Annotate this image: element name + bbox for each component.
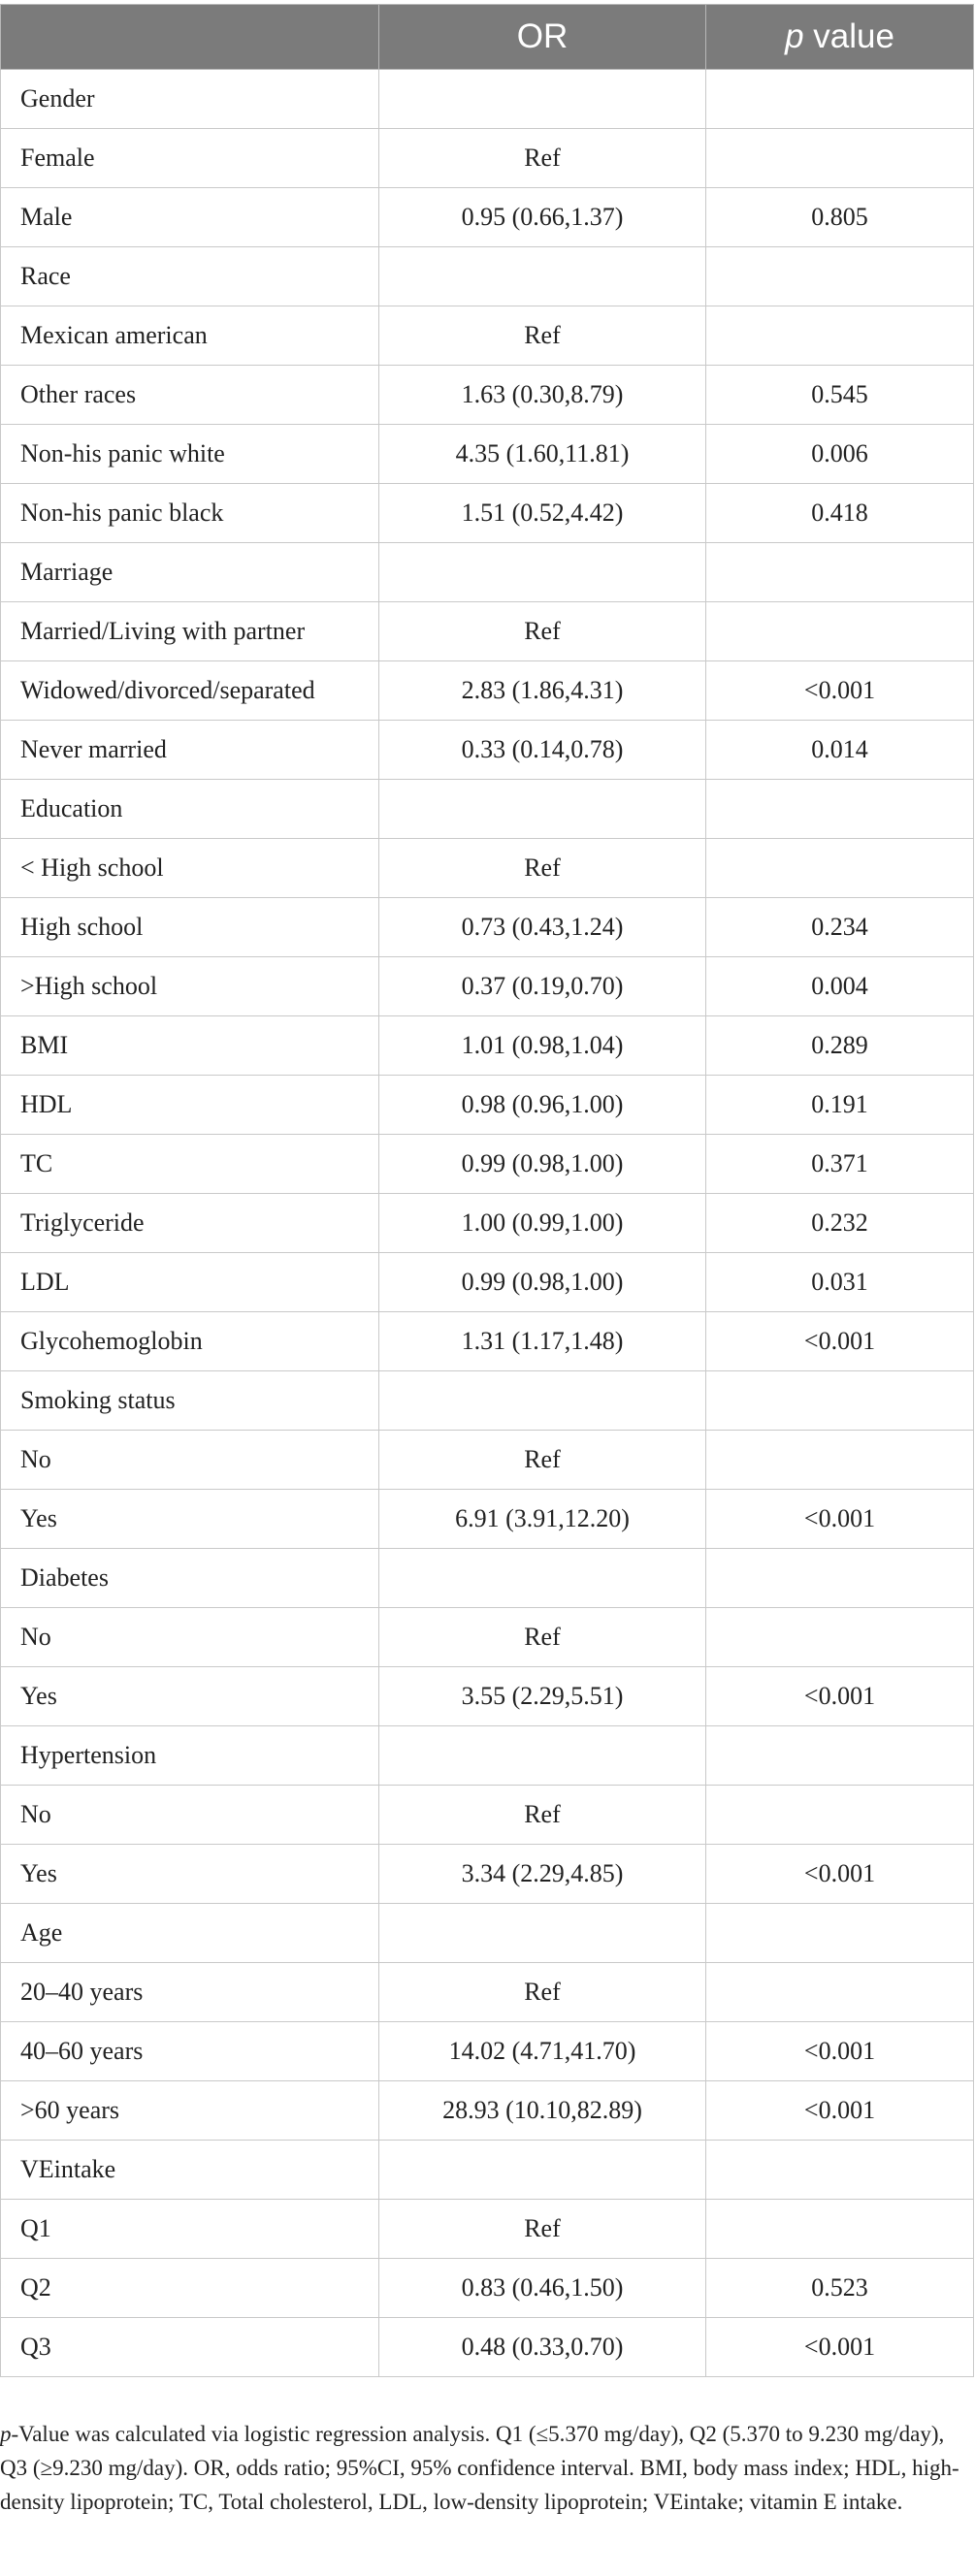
row-or-value [379,1726,706,1786]
row-p-value [706,1963,974,2022]
table-row [1,2259,974,2318]
table-row [1,2318,974,2377]
row-or-value: 3.34 (2.29,4.85) [379,1845,706,1904]
row-label: Q1 [1,2200,379,2259]
table-row [1,1490,974,1549]
row-label: Triglyceride [1,1194,379,1253]
table-row [1,2141,974,2200]
row-label: Married/Living with partner [1,602,379,661]
table-row [1,2081,974,2141]
table-row [1,2022,974,2081]
table-row [1,780,974,839]
table-row [1,484,974,543]
row-or-value: 0.83 (0.46,1.50) [379,2259,706,2318]
table-row [1,425,974,484]
row-p-value: <0.001 [706,661,974,721]
row-p-value [706,543,974,602]
row-label: Gender [1,70,379,129]
row-label: Female [1,129,379,188]
row-label: High school [1,898,379,957]
row-label: Widowed/divorced/separated [1,661,379,721]
row-label: Race [1,247,379,306]
row-p-value: 0.006 [706,425,974,484]
table-row [1,1904,974,1963]
row-label: Smoking status [1,1371,379,1431]
row-or-value [379,70,706,129]
table-row [1,188,974,247]
row-or-value: 0.48 (0.33,0.70) [379,2318,706,2377]
row-p-value: 0.371 [706,1135,974,1194]
table-row [1,1016,974,1076]
row-p-value: 0.014 [706,721,974,780]
table-row [1,661,974,721]
table-row [1,1431,974,1490]
row-p-value: <0.001 [706,2022,974,2081]
row-or-value: Ref [379,1431,706,1490]
row-or-value: Ref [379,306,706,366]
row-or-value: 0.73 (0.43,1.24) [379,898,706,957]
row-label: Non-his panic black [1,484,379,543]
row-or-value [379,780,706,839]
table-row [1,1608,974,1667]
row-label: Hypertension [1,1726,379,1786]
header-or: OR [379,5,706,70]
row-p-value [706,2200,974,2259]
row-p-value [706,1371,974,1431]
header-p-rest: value [803,17,894,55]
row-p-value: 0.523 [706,2259,974,2318]
row-p-value [706,602,974,661]
row-label: Mexican american [1,306,379,366]
table-row [1,1194,974,1253]
row-label: Yes [1,1667,379,1726]
row-p-value [706,1549,974,1608]
row-or-value: 1.01 (0.98,1.04) [379,1016,706,1076]
row-label: Q3 [1,2318,379,2377]
row-or-value: Ref [379,1963,706,2022]
row-or-value: 2.83 (1.86,4.31) [379,661,706,721]
table-row [1,721,974,780]
row-or-value: 14.02 (4.71,41.70) [379,2022,706,2081]
row-p-value [706,247,974,306]
row-label: LDL [1,1253,379,1312]
row-or-value: 0.95 (0.66,1.37) [379,188,706,247]
row-label: Education [1,780,379,839]
row-p-value: 0.232 [706,1194,974,1253]
table-row [1,70,974,129]
row-label: Diabetes [1,1549,379,1608]
row-or-value: 1.51 (0.52,4.42) [379,484,706,543]
row-or-value: 1.00 (0.99,1.00) [379,1194,706,1253]
table-row [1,1963,974,2022]
row-or-value: 0.33 (0.14,0.78) [379,721,706,780]
row-or-value: Ref [379,1786,706,1845]
row-p-value [706,2141,974,2200]
table-row [1,1135,974,1194]
row-or-value: 3.55 (2.29,5.51) [379,1667,706,1726]
row-or-value: Ref [379,129,706,188]
row-label: Never married [1,721,379,780]
row-or-value [379,1549,706,1608]
row-label: No [1,1608,379,1667]
row-or-value: Ref [379,839,706,898]
row-label: Yes [1,1845,379,1904]
row-label: VEintake [1,2141,379,2200]
row-or-value: Ref [379,2200,706,2259]
table-row [1,366,974,425]
row-p-value: 0.545 [706,366,974,425]
table-row [1,306,974,366]
regression-table [0,4,974,2377]
row-p-value: <0.001 [706,2081,974,2141]
row-p-value: 0.004 [706,957,974,1016]
row-label: Other races [1,366,379,425]
row-label: Male [1,188,379,247]
table-row [1,1253,974,1312]
header-p-value [706,5,974,70]
row-p-value: 0.031 [706,1253,974,1312]
table-row [1,2200,974,2259]
table-row [1,543,974,602]
row-label: No [1,1431,379,1490]
row-or-value: 0.98 (0.96,1.00) [379,1076,706,1135]
row-label: Glycohemoglobin [1,1312,379,1371]
row-or-value: 4.35 (1.60,11.81) [379,425,706,484]
table-row [1,1371,974,1431]
row-or-value: 0.99 (0.98,1.00) [379,1253,706,1312]
table-body [1,70,974,2377]
row-p-value: 0.289 [706,1016,974,1076]
row-or-value: 0.99 (0.98,1.00) [379,1135,706,1194]
row-or-value [379,247,706,306]
table-row [1,957,974,1016]
table-row [1,602,974,661]
table-row [1,839,974,898]
row-p-value [706,70,974,129]
row-or-value [379,543,706,602]
row-p-value [706,1904,974,1963]
table-footnote [0,2417,960,2519]
row-label: Marriage [1,543,379,602]
row-p-value [706,1786,974,1845]
row-or-value: Ref [379,1608,706,1667]
table-row [1,1076,974,1135]
row-p-value [706,1608,974,1667]
table-row [1,1549,974,1608]
table-row [1,1845,974,1904]
table-row [1,1312,974,1371]
footnote-text: -Value was calculated via logistic regression analysis. Q1 (≤5.370 mg/day), Q2 (5.370 to 9.230 mg/day), Q3 (≥9.230 mg/day). OR, odds ratio; 95%CI, 95% confidence interval. BMI, body mass index; HDL, high-density lipoprotein; TC, Total cholesterol, LDL, low-density lipoprotein; VEintake; vitamin E intake. [0,2422,959,2514]
row-label: No [1,1786,379,1845]
row-p-value [706,129,974,188]
row-p-value: <0.001 [706,1490,974,1549]
table-row [1,1667,974,1726]
row-or-value [379,2141,706,2200]
row-or-value [379,1371,706,1431]
row-or-value: 28.93 (10.10,82.89) [379,2081,706,2141]
table-row [1,1786,974,1845]
row-label: Non-his panic white [1,425,379,484]
table-row [1,1726,974,1786]
row-p-value: <0.001 [706,1667,974,1726]
row-or-value: 1.63 (0.30,8.79) [379,366,706,425]
row-p-value [706,780,974,839]
row-label: 20–40 years [1,1963,379,2022]
row-or-value: 1.31 (1.17,1.48) [379,1312,706,1371]
row-p-value [706,306,974,366]
row-label: 40–60 years [1,2022,379,2081]
row-p-value: <0.001 [706,2318,974,2377]
row-or-value [379,1904,706,1963]
row-p-value [706,839,974,898]
footnote-p-italic: p [0,2422,12,2446]
row-or-value: Ref [379,602,706,661]
row-or-value: 0.37 (0.19,0.70) [379,957,706,1016]
row-label: BMI [1,1016,379,1076]
row-or-value: 6.91 (3.91,12.20) [379,1490,706,1549]
table-row [1,247,974,306]
row-p-value [706,1431,974,1490]
table-header-row [1,5,974,70]
row-label: < High school [1,839,379,898]
row-p-value: <0.001 [706,1312,974,1371]
row-p-value: 0.418 [706,484,974,543]
row-label: Yes [1,1490,379,1549]
row-label: Q2 [1,2259,379,2318]
table-row [1,898,974,957]
row-p-value: 0.234 [706,898,974,957]
row-label: >60 years [1,2081,379,2141]
row-label: TC [1,1135,379,1194]
header-variable [1,5,379,70]
row-label: HDL [1,1076,379,1135]
row-p-value: 0.191 [706,1076,974,1135]
table-row [1,129,974,188]
header-p-italic: p [785,17,804,55]
row-label: Age [1,1904,379,1963]
row-p-value: <0.001 [706,1845,974,1904]
row-p-value: 0.805 [706,188,974,247]
row-p-value [706,1726,974,1786]
row-label: >High school [1,957,379,1016]
